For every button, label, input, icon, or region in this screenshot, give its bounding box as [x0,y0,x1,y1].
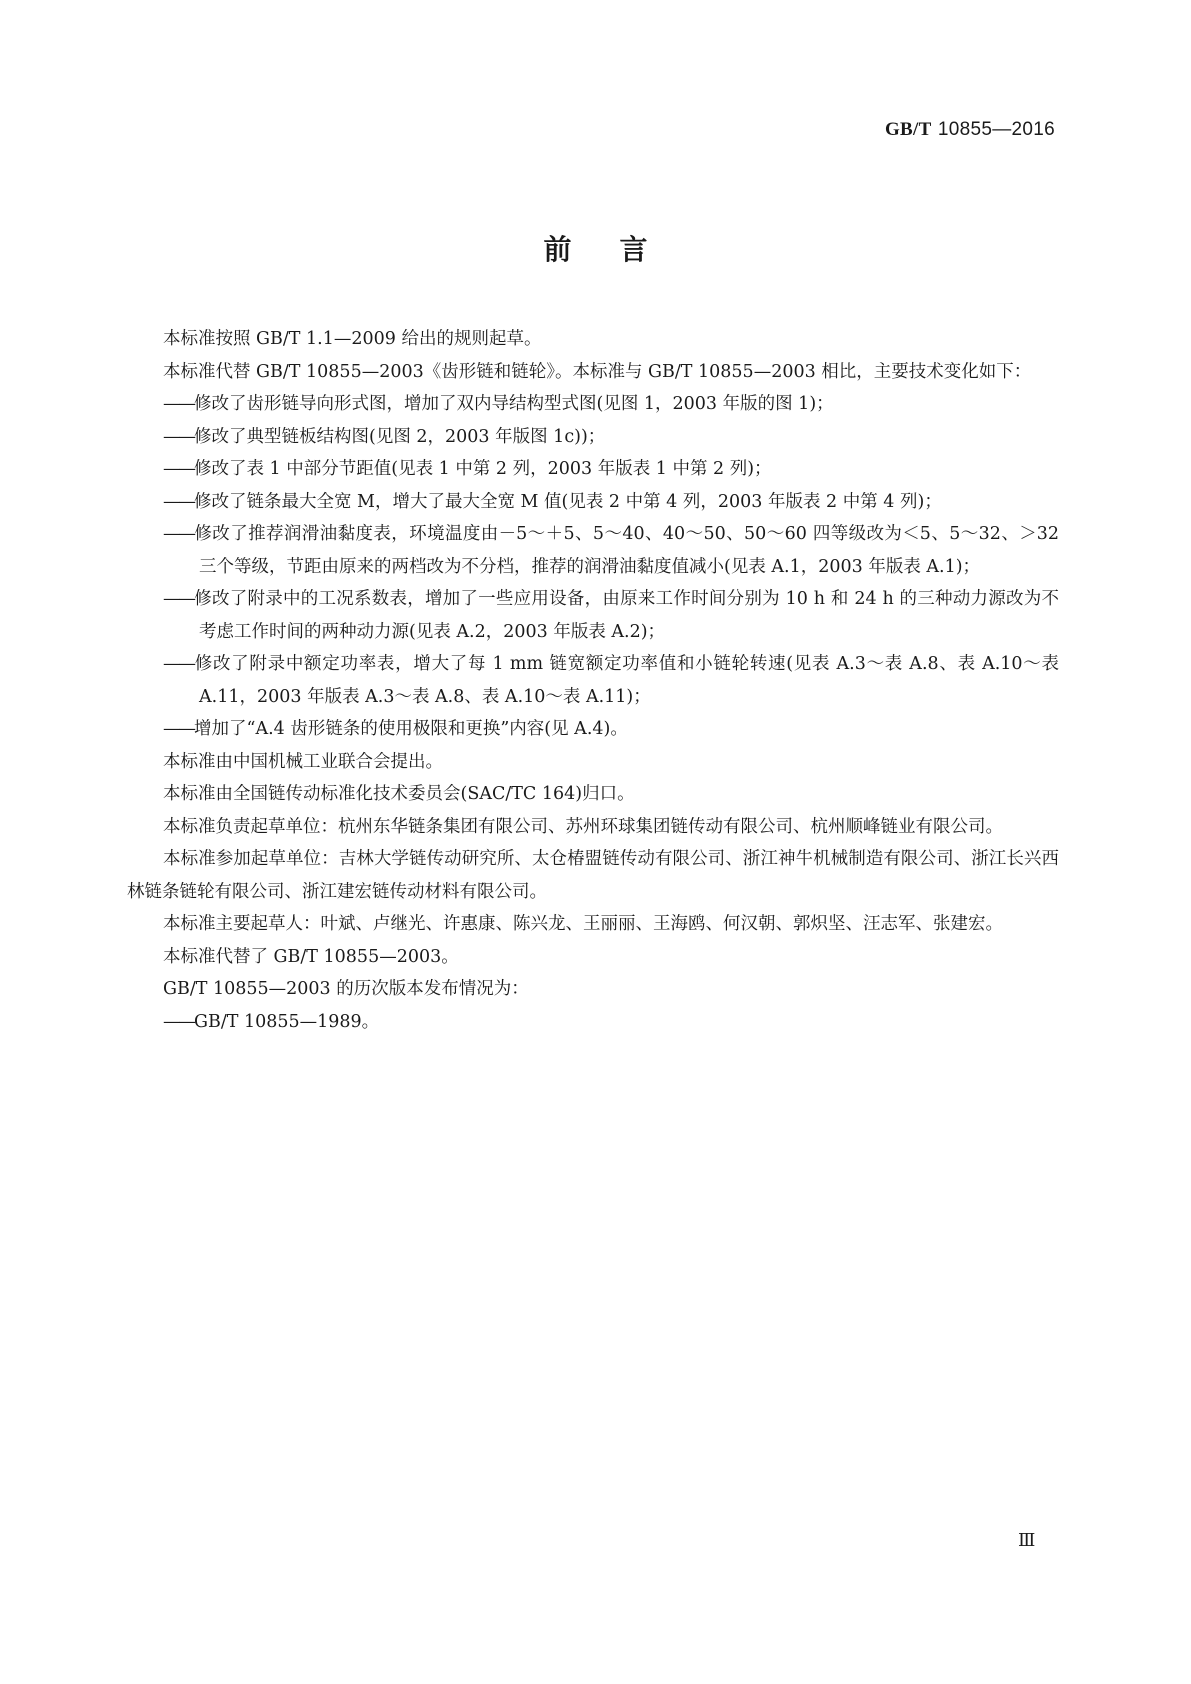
paragraph-history-intro: GB/T 10855—2003 的历次版本发布情况为： [163,979,529,999]
paragraph-drafting-rules: 本标准按照 GB/T 1.1—2009 给出的规则起草。 [163,329,542,349]
change-item: ——修改了推荐润滑油黏度表，环境温度由－5～＋5、5～40、40～50、50～60 四等级改为＜5、5～32、＞32 三个等级，节距由原来的两档改为不分档，推荐的润滑油黏度值减小(见表 A.1，2003 年版表 A.1)； [163,524,1059,577]
change-item: ——增加了“A.4 齿形链条的使用极限和更换”内容(见 A.4)。 [163,719,628,739]
change-item: ——修改了附录中的工况系数表，增加了一些应用设备，由原来工作时间分别为 10 h 和 24 h 的三种动力源改为不考虑工作时间的两种动力源(见表 A.2，2003 年版表 A.2)； [163,589,1059,642]
paragraph-supersedes: 本标准代替了 GB/T 10855—2003。 [163,946,459,967]
change-item: ——修改了附录中额定功率表，增大了每 1 mm 链宽额定功率值和小链轮转速(见表 A.3～表 A.8、表 A.10～表 A.11，2003 年版表 A.3～表 A.8、表 A.10～表 A.11)； [163,654,1059,707]
change-item: ——修改了链条最大全宽 M，增大了最大全宽 M 值(见表 2 中第 4 列，2003 年版表 2 中第 4 列)； [163,491,942,512]
em-dash: —— [163,1011,194,1032]
history-item: ——GB/T 10855—1989。 [163,1011,380,1032]
paragraph-proposer: 本标准由中国机械工业联合会提出。 [163,751,443,772]
em-dash: —— [163,426,194,447]
page-number: Ⅲ [1018,1530,1036,1551]
em-dash: —— [163,589,194,609]
em-dash: —— [163,459,194,479]
em-dash: —— [163,491,194,512]
change-item: ——修改了典型链板结构图(见图 2，2003 年版图 1c))； [163,426,606,447]
standard-prefix: GB/T [884,119,932,140]
em-dash: —— [163,394,194,414]
standard-code: 10855—2016 [937,119,1055,140]
paragraph-lead-drafters-org: 本标准负责起草单位：杭州东华链条集团有限公司、苏州环球集团链传动有限公司、杭州顺峰链业有限公司。 [163,816,1003,837]
em-dash: —— [163,654,194,674]
change-item: ——修改了表 1 中部分节距值(见表 1 中第 2 列，2003 年版表 1 中第 2 列)； [163,459,772,479]
paragraph-participating-org: 本标准参加起草单位：吉林大学链传动研究所、太仓椿盟链传动有限公司、浙江神牛机械制造有限公司、浙江长兴西林链条链轮有限公司、浙江建宏链传动材料有限公司。 [127,849,1059,902]
document-body [127,323,1059,1038]
em-dash: —— [163,719,194,739]
page-title: 前言 [543,233,696,266]
em-dash: —— [163,524,194,544]
paragraph-replaces: 本标准代替 GB/T 10855—2003《齿形链和链轮》。本标准与 GB/T 10855—2003 相比，主要技术变化如下： [163,361,1032,382]
change-item: ——修改了齿形链导向形式图，增加了双内导结构型式图(见图 1，2003 年版的图 1)； [163,394,834,414]
paragraph-committee: 本标准由全国链传动标准化技术委员会(SAC/TC 164)归口。 [163,784,635,804]
standard-number-header [885,118,1055,141]
paragraph-main-drafters: 本标准主要起草人：叶斌、卢继光、许惠康、陈兴龙、王丽丽、王海鸥、何汉朝、郭炽坚、汪志军、张建宏。 [163,914,1003,934]
